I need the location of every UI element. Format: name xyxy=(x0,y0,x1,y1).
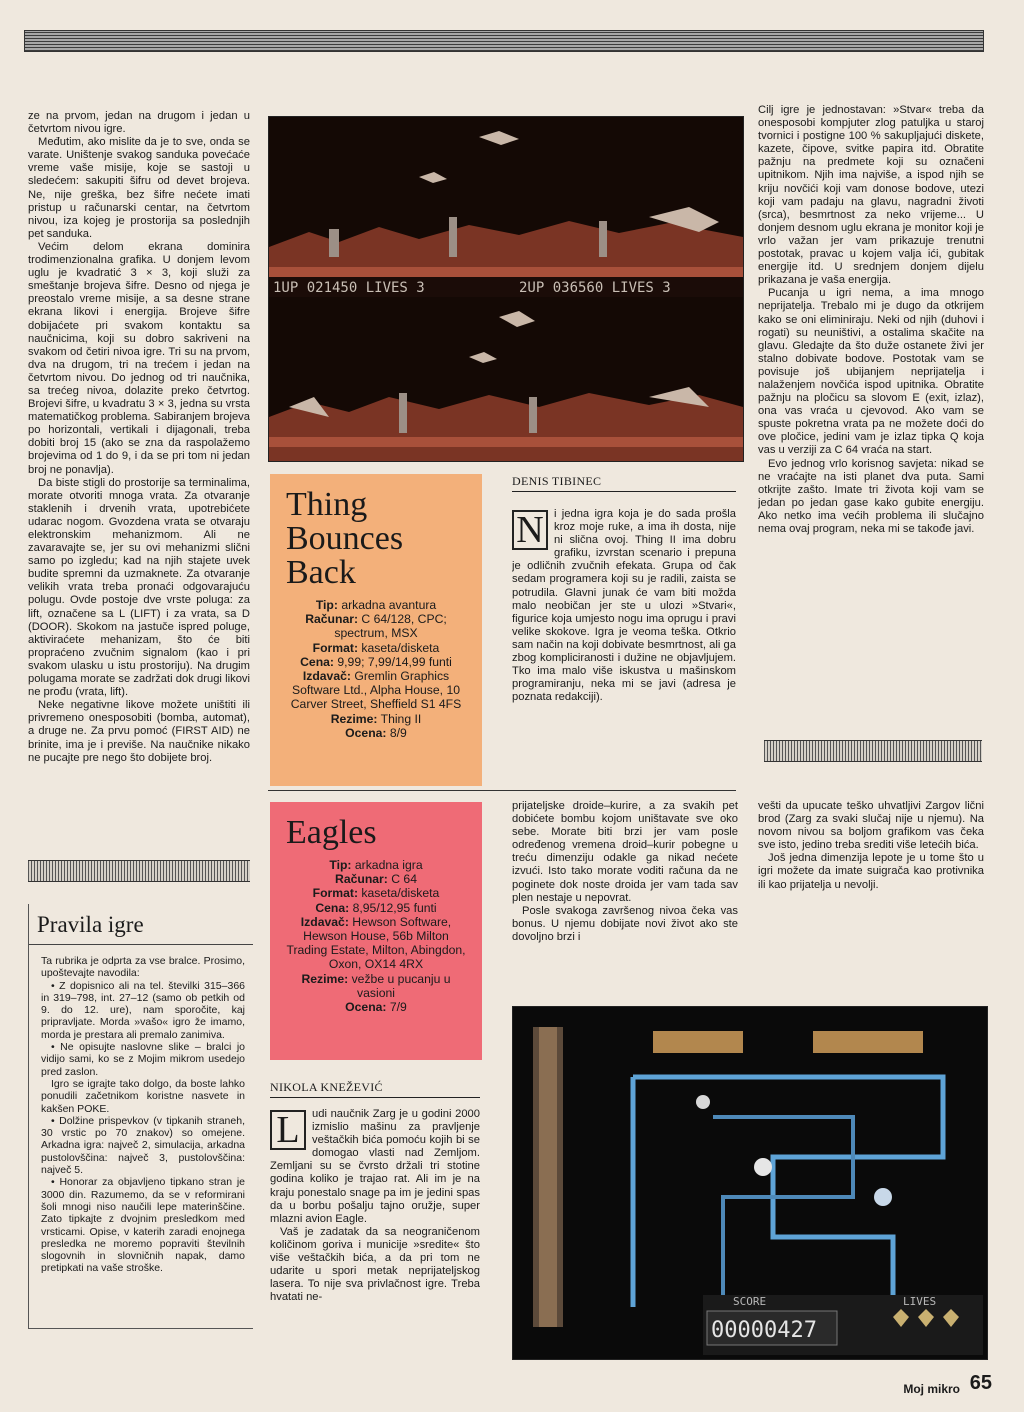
thing-article-dropcap: N xyxy=(512,510,548,550)
thing-bounces-back-screenshot xyxy=(268,116,744,462)
hud-player-2: 2UP 036560 LIVES 3 xyxy=(519,280,671,296)
spec-line xyxy=(286,915,466,972)
paragraph: Neke negativne likove možete uništiti ili privremeno onesposobiti (bomba, automat), a druge ne. Za prvu pomoć (FIRST AID) ne brinite, ima je i previše. Na naučnike nikako ne pucajte pre nego što dobijete broj. xyxy=(28,699,250,764)
spec-line xyxy=(286,1000,466,1014)
spec-label: Format: xyxy=(312,640,359,655)
spec-label: Ocena: xyxy=(345,1000,387,1015)
eagles-article-dropcap: L xyxy=(270,1110,306,1150)
spec-line xyxy=(286,886,466,900)
spec-value: 8/9 xyxy=(386,725,407,740)
spec-value: Hewson Software, Hewson House, 56b Milton Trading Estate, Milton, Abingdon, Oxon, OX14 4RX xyxy=(286,914,466,972)
column-4-text xyxy=(758,104,984,724)
eagles-article-byline: NIKOLA KNEŽEVIĆ xyxy=(270,1080,480,1098)
rules-sidebar xyxy=(28,904,253,1329)
spec-value: arkadna avantura xyxy=(337,598,437,612)
paragraph: Pucanja u igri nema, a ima mnogo neprijatelja. Trebalo mi je dugo da otkrijem kako se oni eliminiraju. Neki od njih (duhovi i rogati) su neuništivi, a ostalima skačite na glavu. Gledajte da što duže ostanete živi jer stalno dobivate bodove. Postotak vam se povisuje još ubijanjem neprijatelja i nalaženjem novčića ispod upitnika. Obratite pažnju na pločicu sa slovom E (exit, izlaz), ona vas vraća u cjevovod. Ako vam se spuste pokretna vrata pa ne možete doći do ove pločice, jedini vam je izlaz tipka Q koja vas u verziji za C 64 vraća na start. xyxy=(758,287,984,457)
spec-line xyxy=(286,901,466,915)
spec-value: C 64/128, CPC; spectrum, MSX xyxy=(334,612,447,641)
paragraph: • Ne opisujte naslovne slike – bralci jo vidijo sami, ko se z Mojim mikrom usedejo pred zaslon. xyxy=(41,1041,245,1078)
hud-player-1: 1UP 021450 LIVES 3 xyxy=(273,280,425,296)
spec-label: Izdavač: xyxy=(302,669,351,684)
rule-bar-left xyxy=(28,860,250,882)
spec-value: C 64 xyxy=(387,872,417,887)
top-decorative-bar xyxy=(24,30,984,52)
spec-line xyxy=(286,641,466,655)
spec-line xyxy=(286,669,466,712)
spec-line xyxy=(286,612,466,640)
paragraph: Međutim, ako mislite da je to sve, onda se varate. Uništenje svakog sanduka povećaće vreme vaše misije, koje se sastoji u sledećem: sakupiti šifru od devet brojeva. Ne, nije greška, bez šifre nećete imati pristup u računarski centar, na četvrtom nivou, iza kojeg je prostorija sa poslednjih pet sanduka. xyxy=(28,136,250,240)
eagles-info-box xyxy=(270,802,482,1060)
thing-box-specs xyxy=(286,598,466,740)
paragraph: Vaš je zadatak da sa neograničenom količinom goriva i municije »sredite« što više veštačkih bića, a da pri tom ne udarite u spori metak neprijateljskog lasera. To nije sva privlačnost igre. Treba hvatati ne- xyxy=(270,1225,480,1304)
spec-value: arkadna igra xyxy=(351,858,423,872)
thing-article-body: i jedna igra koja je do sada prošla kroz moje ruke, a ima ih dosta, nije ni slična ovoj. Thing II ima dobru grafiku, izvrstan scenario i prepuna je odličnih zvučnih efekata. Grupa od čak sedam programera koji su je radili, zaista se potrudila. Glavni junak će vam biti možda malo neobičan jer ste u ulozi »Stvari«, figurice koja umjesto nogu ima oprugu i pravi velike skokove. Igra je veoma teška. Otkrio sam način na koji dobivate besmrtnost, ali ga zbog kompliciranosti i dužine ne objavljujem. Tko ima malo više iskustva u mašinskom programiranju, neka mi se javi (adresa je poznata redakciji). xyxy=(512,508,736,704)
spec-value: 9,99; 7,99/14,99 funti xyxy=(333,654,452,669)
spec-label: Ocena: xyxy=(345,725,387,740)
spec-label: Cena: xyxy=(300,654,334,669)
horizontal-divider xyxy=(268,790,736,791)
paragraph: Ta rubrika je odprta za vse bralce. Prosimo, upoštevajte navodila: xyxy=(41,955,245,980)
eagles-screenshot xyxy=(512,1006,988,1360)
magazine-brand: Moj mikro xyxy=(903,1382,960,1396)
thing-box-title xyxy=(286,488,466,590)
spec-line xyxy=(286,972,466,1000)
spec-label: Računar: xyxy=(335,872,388,887)
thing-title-line-2: Bounces xyxy=(286,520,404,557)
thing-title-line-3: Back xyxy=(286,554,356,591)
eagles-box-title: Eagles xyxy=(286,814,377,851)
paragraph: Cilj igre je jednostavan: »Stvar« treba da onesposobi kompjuter zlog patuljka u staroj tvornici i postigne 100 % sakupljajući diskete, kazete, čipove, svitke papira itd. Obratite pažnju na predmete koji su označeni upitnikom. Njih ima najviše, a ispod njih se kriju novčići koji vam donose bodove, utezi koji vam padaju na glavu, nagradni životi (srca), besmrtnost za neko vrijeme... U donjem desnom uglu ekrana je monitor koji je vrlo važan jer vam prikazuje trenutni postotak, pravac u kojem valja ići, gubitak energije itd. U srednjem donjem dijelu prikazana je vaša energija. xyxy=(758,104,984,287)
rules-sidebar-title: Pravila igre xyxy=(29,904,253,945)
lives-label: LIVES xyxy=(903,1295,937,1308)
paragraph: • Dolžine prispevkov (v tipkanih straneh, 30 vrstic po 70 znakov) so omejene. Arkadna igra: največ 2, simulacija, arkadna pustolovščina: največ 3, pustolovščina: največ 5. xyxy=(41,1114,245,1177)
paragraph: • Honorar za objavljeno tipkano stran je 3000 din. Razumemo, da se v reformirani šoli mnogi niso naučili lepe materinščine. Zato tipkajte z dvojnim presledkom med vrsticami. Opise, v katerih zaradi enojnega presledka ne moremo popraviti številnih slogovnih in slovničnih napak, damo pretipkati na vaše stroške. xyxy=(41,1176,245,1275)
spec-value: Gremlin Graphics Software Ltd., Alpha House, 10 Carver Street, Sheffield S1 4FS xyxy=(290,669,462,712)
spec-line xyxy=(286,858,466,872)
spec-label: Rezime: xyxy=(330,711,378,726)
spec-label: Rezime: xyxy=(301,971,349,986)
spec-value: 8,95/12,95 funti xyxy=(349,900,437,915)
paragraph: Većim delom ekrana dominira trodimenzionalna grafika. U donjem levom uglu je kvadratić 3 × 3, koji služi za smeštanje brojeva šifre. Desno od njega je preostalo vreme misije, a sa desne strane ekrana likovi i energija. Brojeve šifre dobijaćete pri svakom kontaktu sa naučnicima, koji su dobro sakriveni na svakom od četiri nivoa igre. Tri su na prvom, dva na drugom, tri na trećem i jedan na četvrtom nivou. Do jednog od tri naučnika, sa trećeg nivoa, dolazite preko četvrtog. Brojevi šifre, u kvadratu 3 × 3, jedna su vrsta matematičkog problema. Sabiranjem brojeva po horizontali, vertikali i dijagonali, treba dobiti broj 15 (ako se zna da raspolažemo brojevima od 1 do 9, i da se pri tom ni jedan broj ne ponavlja). xyxy=(28,240,250,476)
spec-label: Tip: xyxy=(329,858,352,872)
eagles-article-text xyxy=(270,1108,480,1360)
spec-value: vežbe u pucanju u vasioni xyxy=(348,971,451,1000)
spec-label: Cena: xyxy=(315,900,350,915)
eagles-article-body: udi naučnik Zarg je u godini 2000 izmislio mašinu za pravljenje veštačkih bića pomoću kojih bi se domogao vlasti nad Zemljom. Zemljani su se čvrsto držali tri stotine godina koliko je trajao rat. Ali im je na kraju ponestalo snage pa im je jedini spas da u borbu pošalju tajno oružje, super mlazni avion Eagle. xyxy=(270,1108,480,1225)
spec-line xyxy=(286,872,466,886)
paragraph: Evo jednog vrlo korisnog savjeta: nikad se ne vraćajte na isti planet dva puta. Sami otkrijte zašto. Imate tri života koji vam se jedan po jedan gase kako gubite energiju. Ako netko ima većih problema ili slučajno nema ovaj program, neka mi se takođe javi. xyxy=(758,457,984,535)
score-label: SCORE xyxy=(733,1295,767,1308)
screenshot-2-graphic xyxy=(513,1007,987,1359)
spec-label: Izdavač: xyxy=(300,914,349,929)
paragraph: ze na prvom, jedan na drugom i jedan u četvrtom nivou igre. xyxy=(28,110,250,136)
spec-value: Thing II xyxy=(377,711,422,726)
spec-label: Računar: xyxy=(305,612,359,627)
page-number: 65 xyxy=(969,1372,992,1394)
spec-line xyxy=(286,726,466,740)
score-value: 00000427 xyxy=(711,1318,817,1343)
spec-line xyxy=(286,712,466,726)
spec-label: Tip: xyxy=(315,598,338,612)
spec-value: kaseta/disketa xyxy=(358,640,440,655)
spec-line xyxy=(286,598,466,612)
spec-line xyxy=(286,655,466,669)
spec-value: 7/9 xyxy=(386,1000,407,1015)
paragraph: Igro se igrajte tako dolgo, da boste lahko ponudili začetnikom koristne nasvete in kakšen POKE. xyxy=(41,1077,245,1115)
paragraph: Da biste stigli do prostorije sa terminalima, morate otvoriti mnoga vrata. Za otvaranje staklenih i drvenih vrata, upotrebićete udarac nogom. Gvozdena vrata se otvaraju elektronskim mehanizmom. Ali ne zavaravajte se, jer su ovi mehanizmi slični samo po izgledu; kad na njih stajete uvek budite spremni da uzmaknete. Za otvaranje velikih vrata treba pronaći odgovarajuću polugu. Ovde postoje dve vrste poluga: za lift, označene sa L (LIFT) i za vrata, sa D (DOOR). Skokom na jastuče ispred poluge, aktiviraćete mehanizam, što će biti propraćeno zvučnim signalom (kao i pri svakom ulasku u istu prostoriju). Na drugim polugama morate se zadržati dok drugi likovi ne prođu (vrata, lift). xyxy=(28,476,250,699)
thing-article-text xyxy=(512,508,736,768)
paragraph: vešti da upucate teško uhvatljivi Zargov lični brod (Zarg za svaki slučaj nije u njemu). Na novom nivou sa boljom grafikom vas čeka sve isto, jedino treba srediti više letećih bića. xyxy=(758,800,984,852)
paragraph: • Z dopisnico ali na tel. številki 315–366 in 319–798, int. 27–12 (samo ob petkih od 9. do 12. ure), nam sporočite, kaj pripravljate. Morda »vašo« igro že imamo, morda je prestara ali premalo zanimiva. xyxy=(41,979,245,1041)
column-1-text xyxy=(28,110,250,845)
spec-value: kaseta/disketa xyxy=(358,886,440,901)
paragraph: Još jedna dimenzija lepote je u tome što u igri možete da imate suigrača kao protivnika ili kao prijatelja u nevolji. xyxy=(758,852,984,891)
rule-bar-right xyxy=(764,740,982,762)
eagles-box-specs xyxy=(286,858,466,1014)
screenshot-1-graphic xyxy=(269,117,743,461)
rules-sidebar-body xyxy=(29,945,253,1275)
thing-title-line-1: Thing xyxy=(286,486,368,523)
column-4-bottom-text xyxy=(758,800,984,990)
thing-bounces-back-info-box xyxy=(270,474,482,786)
thing-article-byline: DENIS TIBINEC xyxy=(512,474,736,492)
paragraph: prijateljske droide–kurire, a za svakih pet dobićete bombu kojom uništavate sve oko sebe. Morate biti brzi jer vam posle određenog vremena droid–kurir pobegne u treću dimenziju odakle ga nikad nećete izvući. Isto tako morate voditi računa da ne poginete dok noste droida jer vam tada sav plen nestaje u nepovrat. xyxy=(512,800,738,904)
column-3-bottom-text xyxy=(512,800,738,990)
spec-label: Format: xyxy=(312,886,359,901)
paragraph: Posle svakoga završenog nivoa čeka vas bonus. U njemu dobijate novi život ako ste dovoljno brzi i xyxy=(512,904,738,943)
